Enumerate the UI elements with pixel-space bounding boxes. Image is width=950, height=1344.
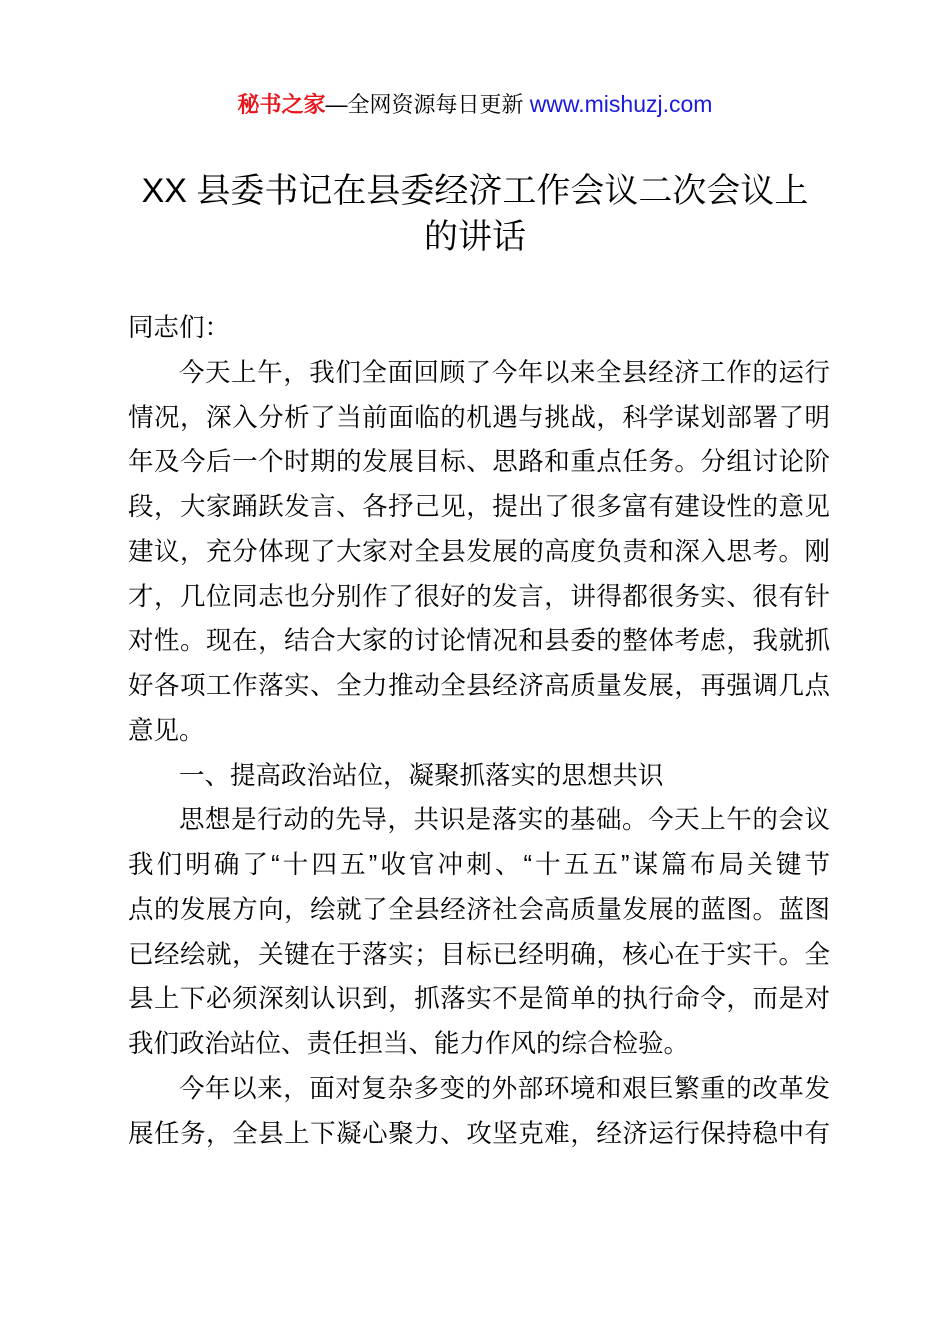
text-line: 我们政治站位、责任担当、能力作风的综合检验。 <box>128 1030 690 1058</box>
paragraph <box>128 798 830 1067</box>
document-body <box>128 306 830 1156</box>
text-line: 才，几位同志也分别作了很好的发言，讲得都很务实、很有针 <box>128 582 830 611</box>
section-heading <box>128 754 830 799</box>
text-line: 好各项工作落实、全力推动全县经济高质量发展，再强调几点 <box>128 672 830 700</box>
salutation: 同志们： <box>128 314 231 342</box>
text-line: 意见。 <box>128 716 205 745</box>
text-line: 今天上午，我们全面回顾了今年以来全县经济工作的运行 <box>179 358 830 387</box>
text-line: 我们明确了“十四五”收官冲刺、“十五五”谋篇布局关键节 <box>128 851 830 879</box>
text-line: 已经绘就，关键在于落实；目标已经明确，核心在于实干。全 <box>128 940 830 969</box>
title-line: XX 县委书记在县委经济工作会议二次会议上 <box>141 172 809 210</box>
text-line: 一、提高政治站位，凝聚抓落实的思想共识 <box>179 761 664 790</box>
paragraph <box>128 1067 830 1157</box>
document-title <box>100 168 850 260</box>
title-line: 的讲话 <box>424 218 526 256</box>
text-line: 点的发展方向，绘就了全县经济社会高质量发展的蓝图。蓝图 <box>128 895 830 924</box>
banner-slogan: —全网资源每日更新 <box>325 92 524 117</box>
site-url-link[interactable]: www.mishuzj.com <box>529 91 713 117</box>
text-line: 县上下必须深刻认识到，抓落实不是简单的执行命令，而是对 <box>128 985 830 1014</box>
text-line: 思想是行动的先导，共识是落实的基础。今天上午的会议 <box>179 806 830 835</box>
paragraph <box>128 351 830 754</box>
brand-name: 秘书之家 <box>237 92 326 117</box>
text-line: 年及今后一个时期的发展目标、思路和重点任务。分组讨论阶 <box>128 448 830 477</box>
text-line: 建议，充分体现了大家对全县发展的高度负责和深入思考。刚 <box>128 537 830 566</box>
text-line: 对性。现在，结合大家的讨论情况和县委的整体考虑，我就抓 <box>128 627 830 656</box>
text-line: 情况，深入分析了当前面临的机遇与挑战，科学谋划部署了明 <box>128 403 830 432</box>
text-line: 今年以来，面对复杂多变的外部环境和艰巨繁重的改革发 <box>179 1074 830 1103</box>
site-banner <box>0 88 950 121</box>
text-line: 段，大家踊跃发言、各抒己见，提出了很多富有建设性的意见 <box>128 493 830 521</box>
text-line: 展任务，全县上下凝心聚力、攻坚克难，经济运行保持稳中有 <box>128 1119 830 1148</box>
